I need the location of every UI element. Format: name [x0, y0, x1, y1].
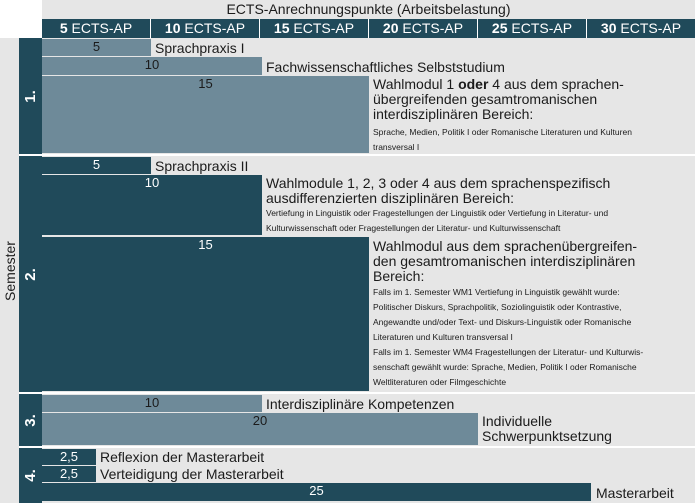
sem4-reflexion-label: Reflexion der Masterarbeit: [100, 449, 265, 465]
sem2-wahlmodul-detail2: Politischer Diskurs, Sprachpolitik, Soziolinguistik oder Kontrastive,: [373, 302, 622, 312]
sem4-reflexion-bar: 2,5: [42, 449, 96, 465]
sem3-schwerpunkt-line2: Schwerpunktsetzung: [482, 428, 612, 444]
sem2-wahlmodul-text: [373, 239, 693, 390]
sem2-sprachpraxis-label: Sprachpraxis II: [155, 158, 249, 174]
semester-2-marker: 2.: [19, 156, 42, 392]
sem2-wahlmodul-detail6: senschaft gewählt wurde: Sprache, Medien, Politik I oder Romanische: [373, 362, 637, 372]
header-30-ects: 30 ECTS-AP: [587, 19, 695, 38]
sem2-wahlmodule-line1: Wahlmodule 1, 2, 3 oder 4 aus dem sprachenspezifisch: [266, 175, 611, 191]
sem3-schwerpunkt-bar: 20: [42, 413, 478, 445]
sem2-wahlmodul-line2: den gesamtromanischen interdisziplinären: [373, 253, 636, 269]
sem2-wahlmodul-bar: 15: [42, 237, 369, 391]
sem1-wahlmodul-line3: interdisziplinären Bereich:: [373, 106, 534, 122]
sem1-wahlmodul-line1: Wahlmodul 1 oder 4 aus dem sprachen-: [373, 76, 624, 92]
ects-header-row: [42, 19, 695, 38]
sem1-wahlmodul-line2: übergreifenden gesamtromanischen: [373, 91, 598, 107]
sem2-wahlmodul-line3: Bereich:: [373, 268, 425, 284]
sem1-selbststudium-bar: 10: [42, 57, 262, 75]
diagram-title: ECTS-Anrechnungspunkte (Arbeitsbelastung): [226, 1, 511, 17]
sem2-sprachpraxis-bar: 5: [42, 157, 151, 174]
sem2-wahlmodul-line1: Wahlmodul aus dem sprachenübergreifen-: [373, 238, 638, 254]
sem2-wahlmodul-detail5: Falls im 1. Semester WM4 Fragestellungen der Literatur- und Kulturwis-: [373, 347, 644, 357]
sem1-sprachpraxis-bar: 5: [42, 39, 151, 56]
sem4-masterarbeit-bar: 25: [42, 483, 591, 501]
sem2-wahlmodul-detail7: Weltliteraturen oder Filmgeschichte: [373, 377, 507, 387]
sem1-selbststudium-label: Fachwissenschaftliches Selbststudium: [266, 59, 505, 75]
sem4-verteidigung-bar: 2,5: [42, 466, 96, 482]
sem4-verteidigung-label: Verteidigung der Masterarbeit: [100, 466, 284, 482]
sem1-wahlmodul-bar: 15: [42, 76, 369, 153]
sem3-kompetenzen-bar: 10: [42, 395, 262, 412]
sem2-wahlmodule-line2: ausdifferenzierten disziplinären Bereich:: [266, 190, 514, 206]
sem2-wahlmodul-detail3: Angewandte und/oder Text- und Diskurs-Linguistik oder Romanische: [373, 317, 632, 327]
sem3-schwerpunkt-line1: Individuelle: [482, 413, 553, 429]
sem2-wahlmodule-detail1: Vertiefung in Linguistik oder Fragestellungen der Linguistik oder Vertiefung in Literatur- und: [266, 208, 609, 218]
semester-1-marker: 1.: [19, 38, 42, 154]
sem3-schwerpunkt-text: [482, 414, 612, 444]
sem1-wahlmodul-text: [373, 77, 693, 155]
semester-4-marker: 4.: [19, 448, 42, 503]
sem4-masterarbeit-label: Masterarbeit: [596, 485, 674, 501]
sem1-wahlmodul-detail2: transversal I: [373, 142, 420, 152]
sem1-sprachpraxis-label: Sprachpraxis I: [155, 40, 245, 56]
header-15-ects: 15 ECTS-AP: [260, 19, 369, 38]
semester-label: Semester: [1, 240, 18, 301]
sem2-wahlmodule-text: [266, 176, 692, 236]
sem3-kompetenzen-label: Interdisziplinäre Kompetenzen: [266, 396, 455, 412]
header-25-ects: 25 ECTS-AP: [478, 19, 587, 38]
sem2-wahlmodul-detail4: Literaturen und Kulturen transversal I: [373, 332, 513, 342]
sem1-wahlmodul-detail1: Sprache, Medien, Politik I oder Romanische Literaturen und Kulturen: [373, 127, 632, 137]
sem2-wahlmodule-detail2: Kulturwissenschaft oder Fragestellungen der Literatur- und Kulturwissenschaft: [266, 223, 561, 233]
sem2-wahlmodul-detail1: Falls im 1. Semester WM1 Vertiefung in Linguistik gewählt wurde:: [373, 287, 620, 297]
header-10-ects: 10 ECTS-AP: [151, 19, 260, 38]
header-5-ects: 5 ECTS-AP: [42, 19, 151, 38]
header-20-ects: 20 ECTS-AP: [369, 19, 478, 38]
sem2-wahlmodule-bar: 10: [42, 175, 262, 235]
semester-3-marker: 3.: [19, 394, 42, 446]
